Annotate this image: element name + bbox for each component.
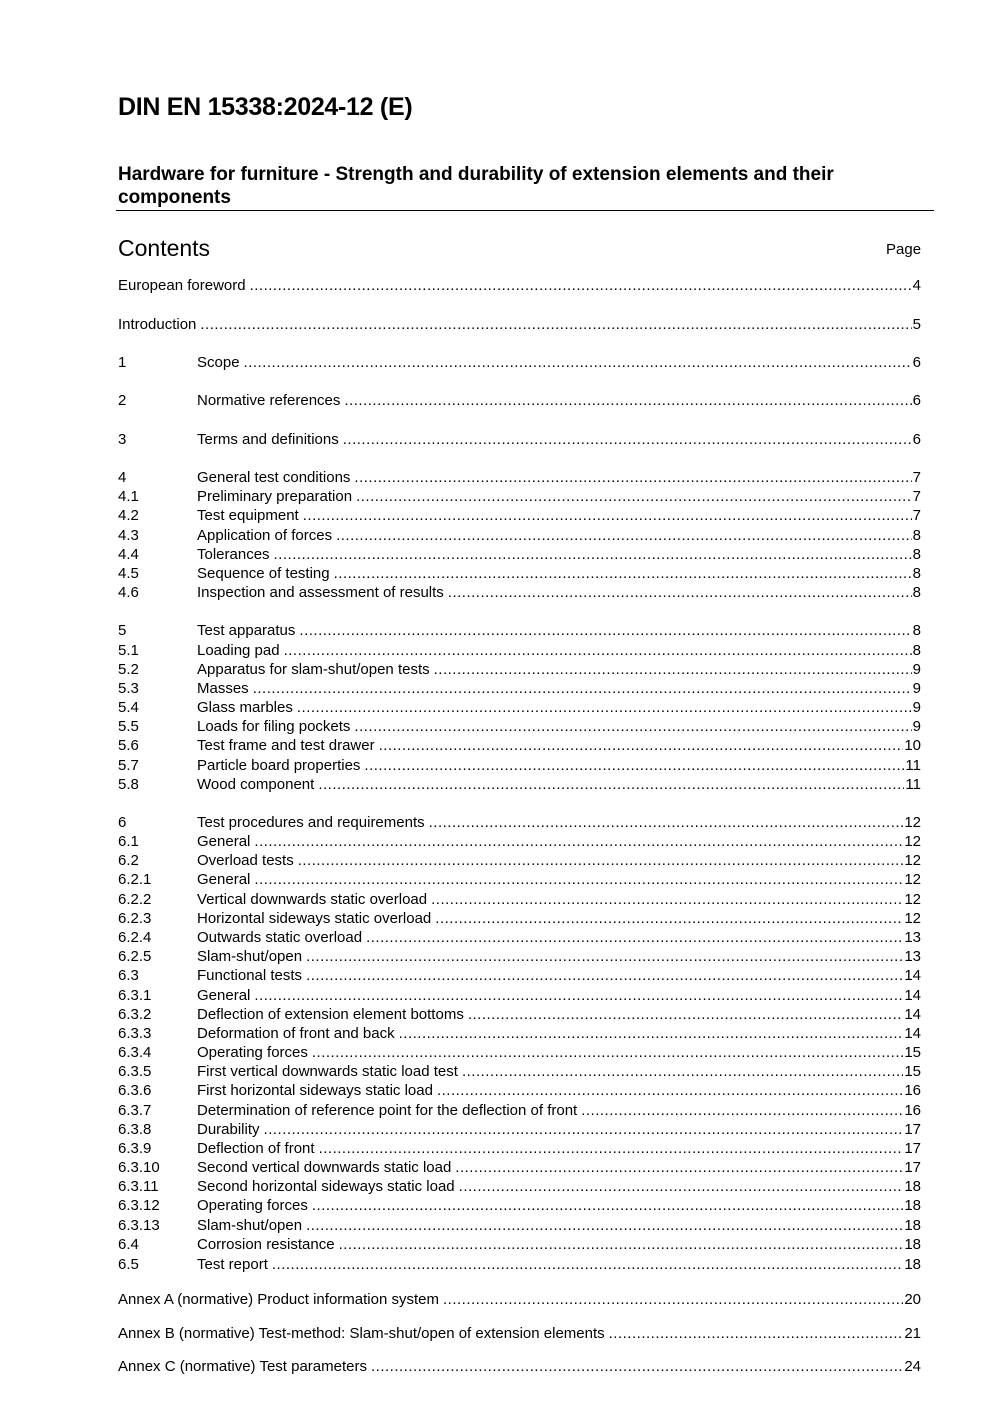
toc-entry-title: Application of forces bbox=[197, 527, 333, 544]
toc-entry-page: 12 bbox=[904, 871, 921, 888]
toc-dot-leader bbox=[250, 276, 912, 295]
toc-entry-number: 6.3.11 bbox=[118, 1178, 159, 1195]
toc-entry-page: 12 bbox=[904, 891, 921, 908]
toc-dot-leader bbox=[244, 353, 912, 372]
toc-entry-number: 6.3.13 bbox=[118, 1217, 160, 1234]
toc-dot-leader bbox=[448, 583, 912, 602]
toc-dot-leader bbox=[297, 698, 912, 717]
toc-entry-number: 5.6 bbox=[118, 737, 139, 754]
toc-entry-page: 9 bbox=[912, 699, 921, 716]
toc-entry-title: Test procedures and requirements bbox=[197, 814, 425, 831]
toc-entry[interactable] bbox=[118, 679, 921, 698]
toc-entry[interactable] bbox=[118, 909, 921, 928]
toc-dot-leader bbox=[299, 621, 911, 640]
toc-entry-title: Test frame and test drawer bbox=[197, 737, 375, 754]
toc-entry[interactable] bbox=[118, 1139, 921, 1158]
toc-entry-page: 13 bbox=[904, 929, 921, 946]
toc-entry-title: Loads for filing pockets bbox=[197, 718, 351, 735]
toc-entry-number: 6.3.3 bbox=[118, 1025, 152, 1042]
toc-entry[interactable] bbox=[118, 832, 921, 851]
toc-entry-number: 5.1 bbox=[118, 642, 139, 659]
toc-dot-leader bbox=[379, 736, 904, 755]
toc-entry[interactable] bbox=[118, 315, 921, 334]
toc-entry-title: Introduction bbox=[118, 316, 197, 333]
toc-entry-page: 18 bbox=[904, 1178, 921, 1195]
toc-entry-title: Deflection of front bbox=[197, 1140, 315, 1157]
toc-entry-page: 7 bbox=[912, 507, 921, 524]
toc-entry-title: Corrosion resistance bbox=[197, 1236, 335, 1253]
toc-entry-number: 6.3.6 bbox=[118, 1082, 152, 1099]
toc-entry-title: Deformation of front and back bbox=[197, 1025, 395, 1042]
toc-entry-title: Annex C (normative) Test parameters bbox=[118, 1358, 367, 1375]
toc-entry[interactable] bbox=[118, 1255, 921, 1274]
toc-dot-leader bbox=[298, 851, 904, 870]
toc-entry[interactable] bbox=[118, 353, 921, 372]
toc-entry-title: General test conditions bbox=[197, 469, 351, 486]
toc-entry-title: Test report bbox=[197, 1256, 268, 1273]
toc-entry-page: 24 bbox=[904, 1358, 921, 1375]
toc-entry-number: 5.3 bbox=[118, 680, 139, 697]
toc-entry-number: 6.5 bbox=[118, 1256, 139, 1273]
toc-entry-title: Particle board properties bbox=[197, 757, 361, 774]
toc-dot-leader bbox=[334, 564, 912, 583]
toc-entry-page: 17 bbox=[904, 1140, 921, 1157]
toc-entry-page: 18 bbox=[904, 1256, 921, 1273]
toc-entry-page: 8 bbox=[912, 584, 921, 601]
toc-entry[interactable] bbox=[118, 1043, 921, 1062]
toc-entry-title: Terms and definitions bbox=[197, 431, 339, 448]
toc-entry[interactable] bbox=[118, 890, 921, 909]
toc-entry-page: 9 bbox=[912, 661, 921, 678]
toc-entry-number: 6.2.2 bbox=[118, 891, 152, 908]
toc-entry-page: 6 bbox=[912, 392, 921, 409]
toc-dot-leader bbox=[254, 832, 903, 851]
toc-dot-leader bbox=[354, 717, 911, 736]
toc-dot-leader bbox=[356, 487, 912, 506]
toc-entry-number: 6.3.12 bbox=[118, 1197, 160, 1214]
toc-dot-leader bbox=[459, 1177, 904, 1196]
toc-entry-title: Loading pad bbox=[197, 642, 280, 659]
toc-entry-page: 8 bbox=[912, 622, 921, 639]
toc-entry-number: 2 bbox=[118, 392, 127, 409]
toc-entry-page: 15 bbox=[904, 1044, 921, 1061]
toc-dot-leader bbox=[306, 1216, 903, 1235]
toc-dot-leader bbox=[274, 545, 912, 564]
toc-entry-page: 10 bbox=[904, 737, 921, 754]
toc-entry-title: First horizontal sideways static load bbox=[197, 1082, 433, 1099]
toc-entry-page: 21 bbox=[904, 1325, 921, 1342]
toc-entry[interactable] bbox=[118, 1081, 921, 1100]
toc-entry-number: 4 bbox=[118, 469, 127, 486]
toc-entry[interactable] bbox=[118, 736, 921, 755]
toc-dot-leader bbox=[312, 1043, 903, 1062]
toc-entry-number: 6.3.2 bbox=[118, 1006, 152, 1023]
toc-entry[interactable] bbox=[118, 391, 921, 410]
toc-entry-title: Horizontal sideways static overload bbox=[197, 910, 432, 927]
toc-entry-number: 6.1 bbox=[118, 833, 139, 850]
toc-entry-page: 8 bbox=[912, 527, 921, 544]
toc-dot-leader bbox=[462, 1062, 903, 1081]
toc-dot-leader bbox=[371, 1357, 903, 1376]
toc-dot-leader bbox=[366, 928, 903, 947]
toc-entry[interactable] bbox=[118, 1290, 921, 1309]
toc-entry[interactable] bbox=[118, 756, 921, 775]
toc-entry-title: Second horizontal sideways static load bbox=[197, 1178, 455, 1195]
document-title: Hardware for furniture - Strength and durability of extension elements and their components bbox=[118, 164, 834, 208]
toc-entry-number: 6.3.4 bbox=[118, 1044, 152, 1061]
toc-dot-leader bbox=[254, 986, 903, 1005]
toc-entry-title: European foreword bbox=[118, 277, 246, 294]
toc-entry[interactable] bbox=[118, 966, 921, 985]
toc-dot-leader bbox=[609, 1324, 904, 1343]
toc-entry-page: 7 bbox=[912, 469, 921, 486]
toc-dot-leader bbox=[468, 1005, 903, 1024]
title-divider bbox=[116, 210, 934, 211]
toc-dot-leader bbox=[336, 526, 912, 545]
toc-entry-title: Test apparatus bbox=[197, 622, 296, 639]
toc-entry[interactable] bbox=[118, 717, 921, 736]
toc-entry-title: Functional tests bbox=[197, 967, 303, 984]
toc-entry[interactable] bbox=[118, 870, 921, 889]
toc-entry-title: Inspection and assessment of results bbox=[197, 584, 444, 601]
toc-entry-page: 14 bbox=[904, 987, 921, 1004]
toc-entry-page: 12 bbox=[904, 814, 921, 831]
toc-entry-title: Annex B (normative) Test-method: Slam-shut/open of extension elements bbox=[118, 1325, 605, 1342]
toc-dot-leader bbox=[343, 430, 912, 449]
toc-entry-number: 5.2 bbox=[118, 661, 139, 678]
toc-entry-page: 7 bbox=[912, 488, 921, 505]
toc-entry-title: Slam-shut/open bbox=[197, 948, 303, 965]
toc-entry-number: 6.3.1 bbox=[118, 987, 152, 1004]
toc-entry-page: 6 bbox=[912, 431, 921, 448]
toc-dot-leader bbox=[200, 315, 911, 334]
toc-dot-leader bbox=[434, 660, 912, 679]
toc-entry-number: 5.4 bbox=[118, 699, 139, 716]
toc-entry[interactable] bbox=[118, 1357, 921, 1376]
toc-entry[interactable] bbox=[118, 468, 921, 487]
toc-dot-leader bbox=[354, 468, 911, 487]
toc-dot-leader bbox=[272, 1255, 903, 1274]
toc-entry-number: 4.4 bbox=[118, 546, 139, 563]
toc-dot-leader bbox=[435, 909, 903, 928]
toc-entry[interactable] bbox=[118, 641, 921, 660]
toc-entry[interactable] bbox=[118, 775, 921, 794]
toc-entry[interactable] bbox=[118, 813, 921, 832]
toc-entry-page: 17 bbox=[904, 1121, 921, 1138]
toc-entry-page: 15 bbox=[904, 1063, 921, 1080]
toc-entry-title: First vertical downwards static load test bbox=[197, 1063, 458, 1080]
toc-entry-number: 6 bbox=[118, 814, 127, 831]
toc-entry-page: 5 bbox=[912, 316, 921, 333]
toc-entry-number: 6.3.9 bbox=[118, 1140, 152, 1157]
toc-entry-number: 6.3.8 bbox=[118, 1121, 152, 1138]
toc-entry-title: Deflection of extension element bottoms bbox=[197, 1006, 464, 1023]
toc-entry[interactable] bbox=[118, 1024, 921, 1043]
toc-dot-leader bbox=[312, 1196, 903, 1215]
toc-dot-leader bbox=[319, 1139, 904, 1158]
toc-entry-page: 13 bbox=[904, 948, 921, 965]
toc-entry-page: 11 bbox=[905, 757, 921, 774]
toc-entry-page: 14 bbox=[904, 1006, 921, 1023]
toc-entry[interactable] bbox=[118, 545, 921, 564]
toc-entry[interactable] bbox=[118, 526, 921, 545]
toc-entry[interactable] bbox=[118, 986, 921, 1005]
toc-dot-leader bbox=[318, 775, 904, 794]
contents-heading: Contents bbox=[118, 235, 211, 261]
toc-entry-number: 6.2.5 bbox=[118, 948, 152, 965]
toc-entry[interactable] bbox=[118, 487, 921, 506]
toc-entry[interactable] bbox=[118, 698, 921, 717]
toc-entry-number: 5.7 bbox=[118, 757, 139, 774]
toc-entry-page: 18 bbox=[904, 1197, 921, 1214]
toc-entry-number: 6.2.1 bbox=[118, 871, 152, 888]
toc-entry-title: Scope bbox=[197, 354, 240, 371]
toc-entry[interactable] bbox=[118, 1177, 921, 1196]
toc-dot-leader bbox=[306, 947, 903, 966]
toc-entry[interactable] bbox=[118, 276, 921, 295]
document-id: DIN EN 15338:2024-12 (E) bbox=[118, 93, 413, 121]
toc-entry-title: Determination of reference point for the deflection of front bbox=[197, 1102, 578, 1119]
toc-dot-leader bbox=[443, 1290, 903, 1309]
toc-entry-page: 8 bbox=[912, 642, 921, 659]
toc-entry-title: Vertical downwards static overload bbox=[197, 891, 428, 908]
toc-entry-number: 4.1 bbox=[118, 488, 139, 505]
toc-entry-page: 18 bbox=[904, 1217, 921, 1234]
toc-entry-title: Outwards static overload bbox=[197, 929, 363, 946]
toc-entry[interactable] bbox=[118, 660, 921, 679]
toc-dot-leader bbox=[344, 391, 911, 410]
toc-entry-page: 16 bbox=[904, 1102, 921, 1119]
toc-entry-page: 6 bbox=[912, 354, 921, 371]
toc-entry[interactable] bbox=[118, 564, 921, 583]
toc-entry-title: Operating forces bbox=[197, 1197, 308, 1214]
toc-entry-number: 4.5 bbox=[118, 565, 139, 582]
toc-entry-title: Preliminary preparation bbox=[197, 488, 353, 505]
toc-entry-page: 8 bbox=[912, 565, 921, 582]
toc-entry-title: Sequence of testing bbox=[197, 565, 330, 582]
page-column-heading: Page bbox=[886, 241, 922, 258]
toc-dot-leader bbox=[364, 756, 904, 775]
toc-entry-page: 14 bbox=[904, 967, 921, 984]
toc-entry-page: 12 bbox=[904, 833, 921, 850]
toc-entry-number: 4.6 bbox=[118, 584, 139, 601]
toc-dot-leader bbox=[455, 1158, 903, 1177]
toc-entry-number: 6.2.4 bbox=[118, 929, 152, 946]
toc-entry[interactable] bbox=[118, 1120, 921, 1139]
toc-entry-number: 6.3.10 bbox=[118, 1159, 160, 1176]
toc-entry-number: 6.3.7 bbox=[118, 1102, 152, 1119]
toc-entry-title: General bbox=[197, 833, 251, 850]
toc-entry-page: 12 bbox=[904, 852, 921, 869]
toc-dot-leader bbox=[284, 641, 912, 660]
toc-entry-page: 20 bbox=[904, 1291, 921, 1308]
toc-entry-title: Overload tests bbox=[197, 852, 294, 869]
toc-dot-leader bbox=[303, 506, 912, 525]
toc-dot-leader bbox=[581, 1101, 903, 1120]
toc-entry-number: 6.3.5 bbox=[118, 1063, 152, 1080]
toc-entry-title: Normative references bbox=[197, 392, 341, 409]
toc-entry[interactable] bbox=[118, 430, 921, 449]
toc-entry[interactable] bbox=[118, 1324, 921, 1343]
toc-entry-title: General bbox=[197, 987, 251, 1004]
toc-entry-page: 4 bbox=[912, 277, 921, 294]
toc-entry[interactable] bbox=[118, 1196, 921, 1215]
toc-entry-title: Annex A (normative) Product information system bbox=[118, 1291, 439, 1308]
toc-entry[interactable] bbox=[118, 1216, 921, 1235]
toc-entry-page: 16 bbox=[904, 1082, 921, 1099]
toc-entry-page: 11 bbox=[905, 776, 921, 793]
toc-dot-leader bbox=[339, 1235, 904, 1254]
toc-entry[interactable] bbox=[118, 506, 921, 525]
toc-entry-title: Tolerances bbox=[197, 546, 270, 563]
toc-entry[interactable] bbox=[118, 851, 921, 870]
toc-entry-page: 9 bbox=[912, 680, 921, 697]
toc-entry-title: Second vertical downwards static load bbox=[197, 1159, 452, 1176]
toc-entry-title: Wood component bbox=[197, 776, 315, 793]
toc-entry-title: General bbox=[197, 871, 251, 888]
toc-entry-page: 9 bbox=[912, 718, 921, 735]
toc-dot-leader bbox=[253, 679, 912, 698]
toc-entry-number: 3 bbox=[118, 431, 127, 448]
toc-dot-leader bbox=[399, 1024, 904, 1043]
toc-entry-title: Masses bbox=[197, 680, 249, 697]
toc-dot-leader bbox=[306, 966, 903, 985]
toc-entry[interactable] bbox=[118, 1101, 921, 1120]
toc-entry-page: 12 bbox=[904, 910, 921, 927]
toc-entry-title: Test equipment bbox=[197, 507, 299, 524]
toc-dot-leader bbox=[431, 890, 903, 909]
toc-entry-number: 5.8 bbox=[118, 776, 139, 793]
toc-entry-number: 5 bbox=[118, 622, 127, 639]
toc-dot-leader bbox=[264, 1120, 904, 1139]
toc-entry-number: 4.2 bbox=[118, 507, 139, 524]
toc-entry-number: 6.3 bbox=[118, 967, 139, 984]
toc-entry-number: 1 bbox=[118, 354, 127, 371]
toc-entry-page: 17 bbox=[904, 1159, 921, 1176]
toc-entry[interactable] bbox=[118, 1158, 921, 1177]
toc-dot-leader bbox=[254, 870, 903, 889]
toc-dot-leader bbox=[429, 813, 904, 832]
toc-entry-number: 5.5 bbox=[118, 718, 139, 735]
toc-entry[interactable] bbox=[118, 1062, 921, 1081]
toc-entry-title: Apparatus for slam-shut/open tests bbox=[197, 661, 430, 678]
toc-entry-number: 6.2.3 bbox=[118, 910, 152, 927]
toc-entry[interactable] bbox=[118, 621, 921, 640]
toc-entry-page: 14 bbox=[904, 1025, 921, 1042]
toc-entry-number: 6.2 bbox=[118, 852, 139, 869]
toc-entry[interactable] bbox=[118, 1005, 921, 1024]
toc-entry-number: 4.3 bbox=[118, 527, 139, 544]
toc-entry[interactable] bbox=[118, 1235, 921, 1254]
toc-entry[interactable] bbox=[118, 947, 921, 966]
toc-entry-title: Operating forces bbox=[197, 1044, 308, 1061]
toc-entry-number: 6.4 bbox=[118, 1236, 139, 1253]
toc-entry[interactable] bbox=[118, 928, 921, 947]
toc-entry[interactable] bbox=[118, 583, 921, 602]
toc-entry-page: 8 bbox=[912, 546, 921, 563]
toc-dot-leader bbox=[437, 1081, 903, 1100]
toc-entry-title: Slam-shut/open bbox=[197, 1217, 303, 1234]
toc-entry-title: Glass marbles bbox=[197, 699, 293, 716]
toc-entry-page: 18 bbox=[904, 1236, 921, 1253]
toc-entry-title: Durability bbox=[197, 1121, 260, 1138]
